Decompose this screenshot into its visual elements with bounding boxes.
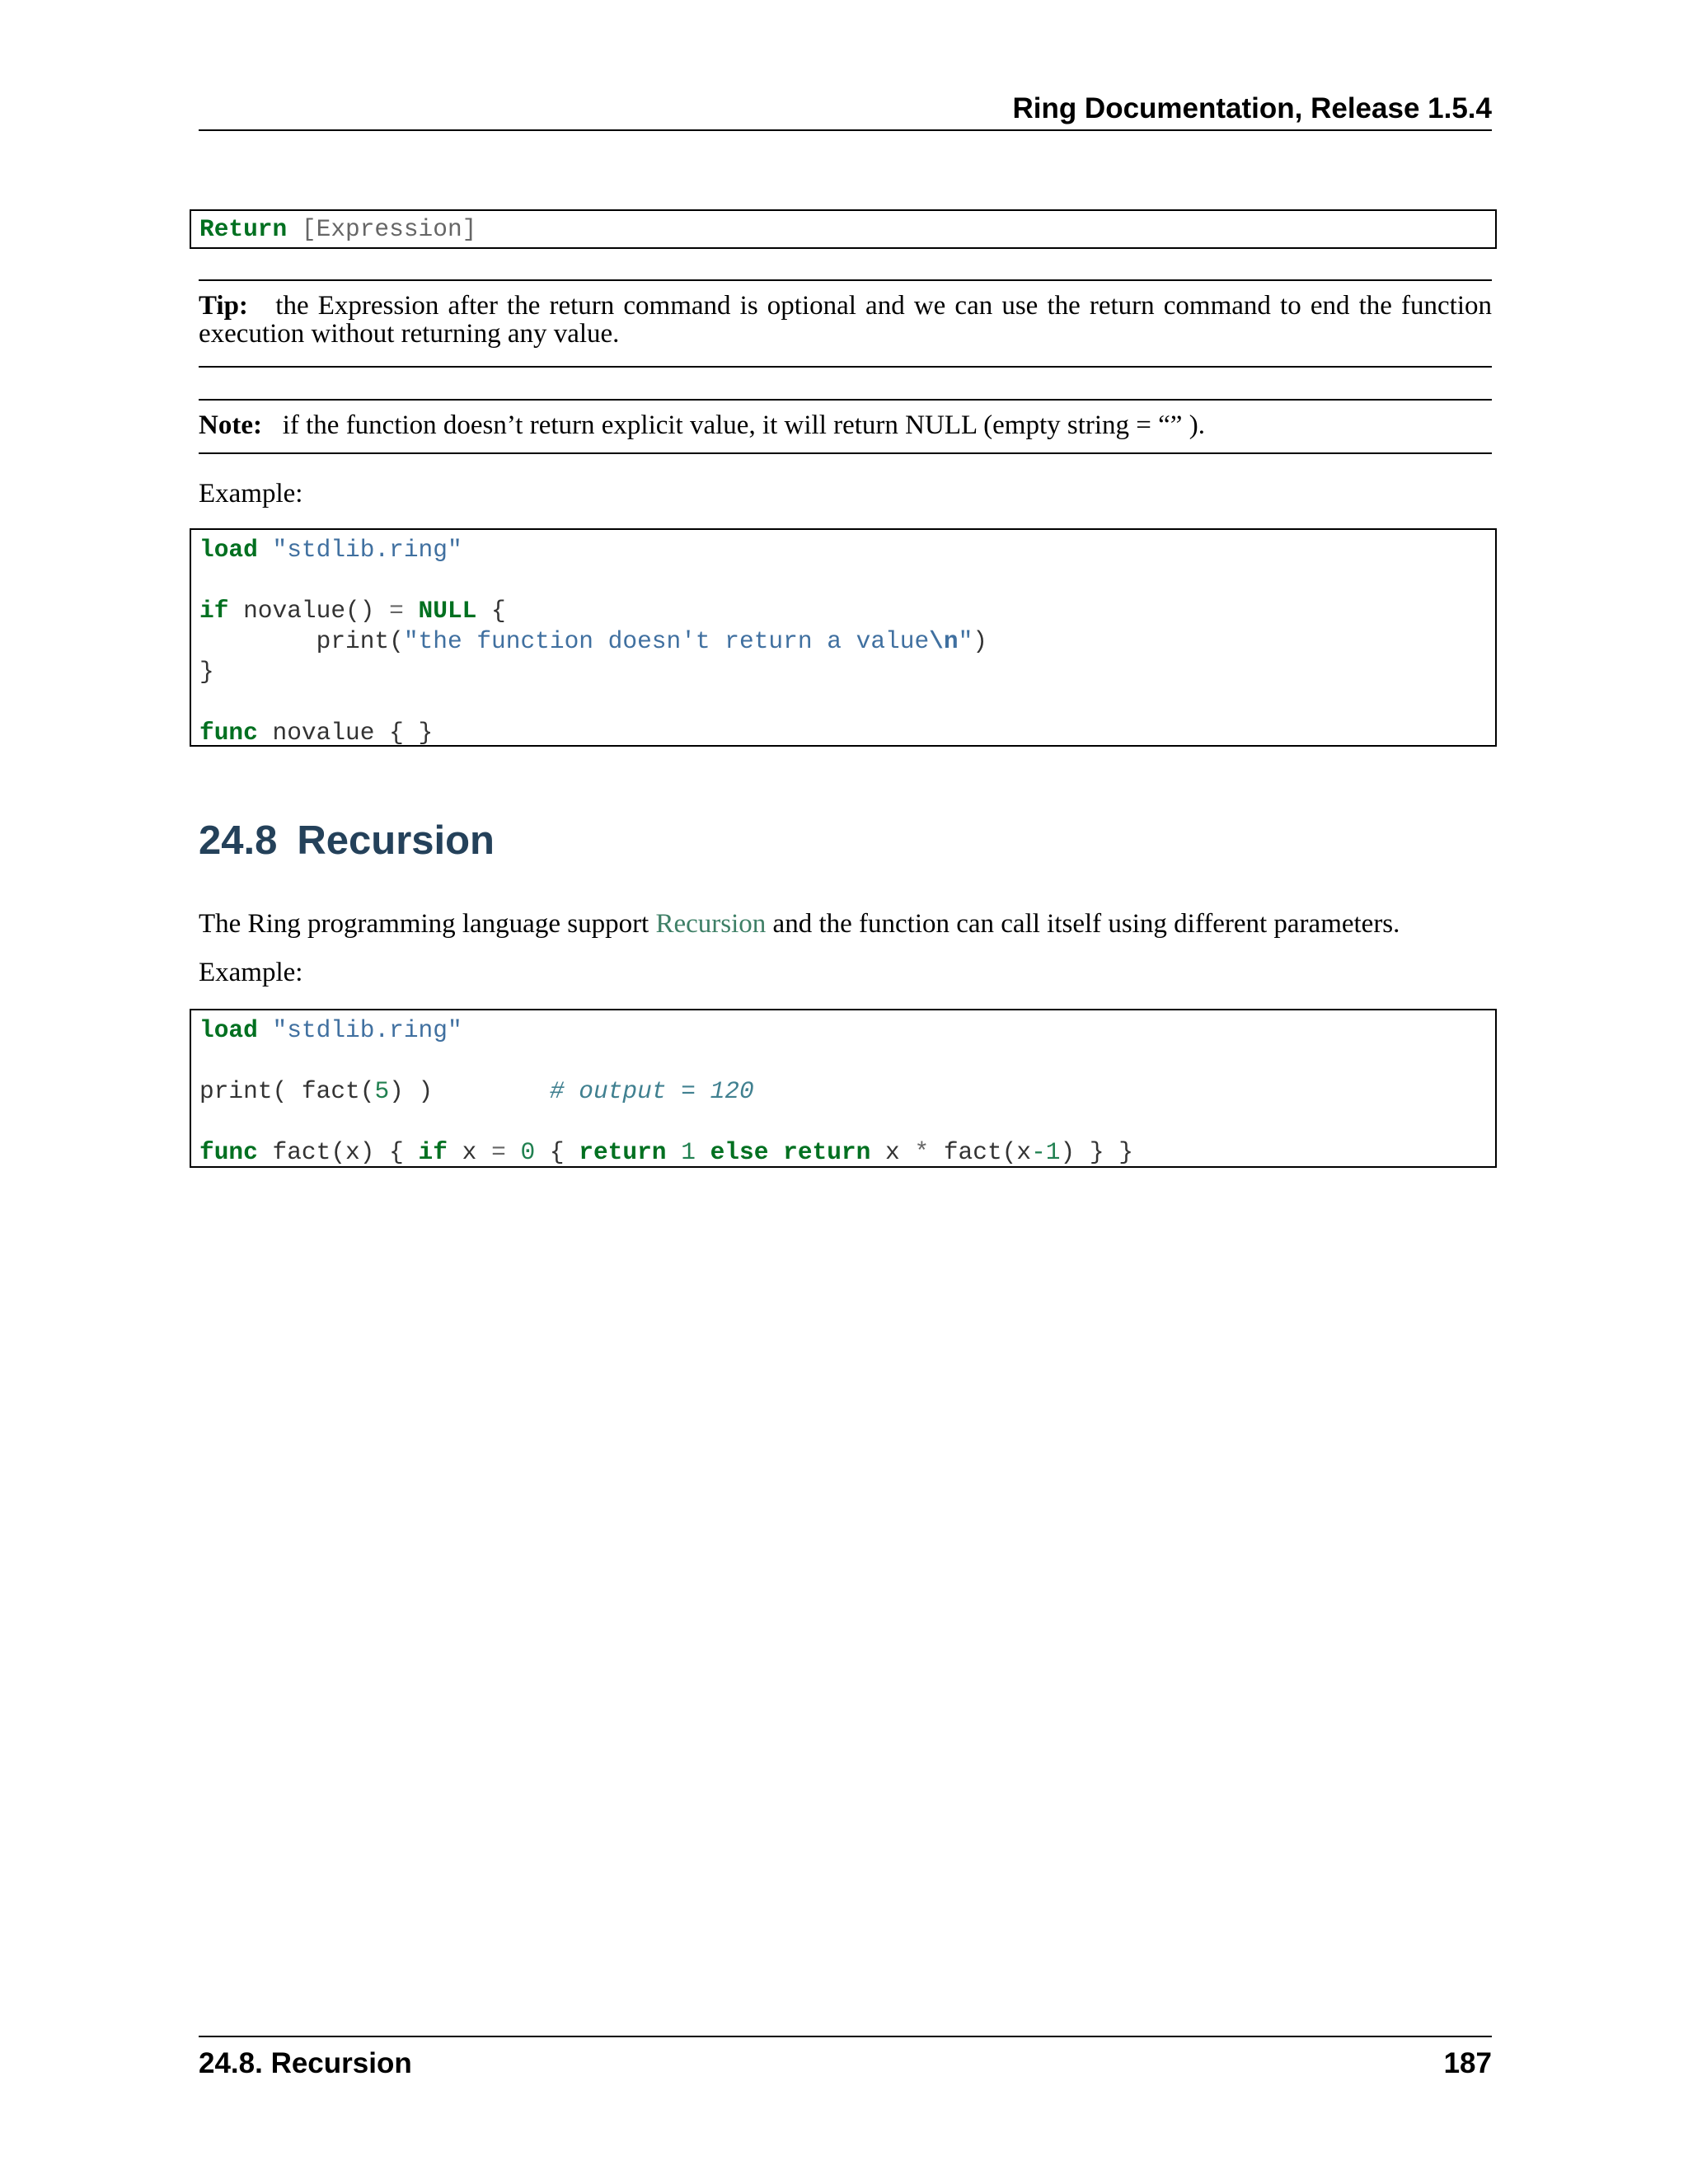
- code-comment: # output = 120: [549, 1077, 754, 1105]
- running-header: Ring Documentation, Release 1.5.4: [1012, 92, 1492, 124]
- code-text: [506, 1138, 521, 1166]
- code-keyword: Return: [199, 215, 288, 243]
- code-operator: *: [914, 1138, 930, 1166]
- note-bottom-rule: [199, 452, 1492, 454]
- code-keyword: return: [579, 1138, 667, 1166]
- code-text: ) ): [389, 1077, 550, 1105]
- page-number: 187: [1443, 2047, 1492, 2079]
- tip-bottom-rule: [199, 366, 1492, 368]
- code-text: novalue { }: [257, 719, 434, 747]
- code-escape: \n: [929, 627, 959, 655]
- section-heading: [199, 818, 495, 864]
- code-text: x: [447, 1138, 492, 1166]
- code-number: -1: [1031, 1138, 1061, 1166]
- tip-admonition: [199, 292, 1492, 348]
- code-text: [696, 1138, 710, 1166]
- tip-top-rule: [199, 279, 1492, 281]
- note-top-rule: [199, 399, 1492, 401]
- code-keyword: func: [199, 719, 258, 747]
- code-block-novalue-example: [190, 528, 1497, 747]
- note-text: if the function doesn’t return explicit value, it will return NULL (empty string = “” ).: [282, 410, 1205, 440]
- code-operator: =: [491, 1138, 506, 1166]
- code-string: "stdlib.ring": [272, 536, 462, 564]
- intro-text: The Ring programming language support: [199, 909, 656, 939]
- intro-text: and the function can call itself using different parameters.: [766, 909, 1400, 939]
- footer-rule: [199, 2036, 1492, 2037]
- code-text: {: [535, 1138, 579, 1166]
- recursion-link[interactable]: Recursion: [655, 909, 767, 939]
- code-text: ) } }: [1060, 1138, 1133, 1166]
- code-keyword: load: [199, 536, 258, 564]
- code-text: ): [973, 627, 987, 655]
- code-text: [Expression]: [287, 215, 477, 243]
- code-keyword: NULL: [418, 597, 477, 625]
- code-text: novalue(): [228, 597, 390, 625]
- code-text: print( fact(: [199, 1077, 375, 1105]
- code-number: 5: [374, 1077, 390, 1105]
- intro-paragraph: [199, 909, 1400, 940]
- code-block-return-syntax: [190, 209, 1497, 249]
- code-text: {: [476, 597, 506, 625]
- code-keyword: else: [710, 1138, 769, 1166]
- code-text: print(: [199, 627, 404, 655]
- code-text: fact(x: [929, 1138, 1032, 1166]
- footer-section: 24.8. Recursion: [199, 2047, 412, 2079]
- code-operator: =: [389, 597, 404, 625]
- note-admonition: [199, 411, 1492, 439]
- code-keyword: load: [199, 1016, 258, 1044]
- code-block-recursion-example: [190, 1009, 1497, 1168]
- header-rule: [199, 129, 1492, 131]
- example-label: Example:: [199, 958, 303, 987]
- tip-text: the Expression after the return command is optional and we can use the return command to end the function execution without returning any value.: [199, 291, 1492, 349]
- section-number: 24.8: [199, 818, 278, 863]
- code-keyword: return: [783, 1138, 871, 1166]
- code-string: "stdlib.ring": [272, 1016, 462, 1044]
- code-keyword: if: [418, 1138, 448, 1166]
- code-text: x: [870, 1138, 915, 1166]
- code-keyword: func: [199, 1138, 258, 1166]
- code-text: [667, 1138, 682, 1166]
- section-title: Recursion: [297, 818, 495, 863]
- code-text: [768, 1138, 783, 1166]
- code-keyword: if: [199, 597, 229, 625]
- code-number: 0: [520, 1138, 536, 1166]
- code-text: fact(x) {: [257, 1138, 419, 1166]
- tip-label: Tip:: [199, 291, 248, 321]
- code-string: ": [958, 627, 973, 655]
- code-number: 1: [681, 1138, 696, 1166]
- code-text: }: [199, 658, 214, 686]
- code-string: "the function doesn't return a value: [403, 627, 930, 655]
- note-label: Note:: [199, 410, 262, 440]
- example-label: Example:: [199, 479, 303, 509]
